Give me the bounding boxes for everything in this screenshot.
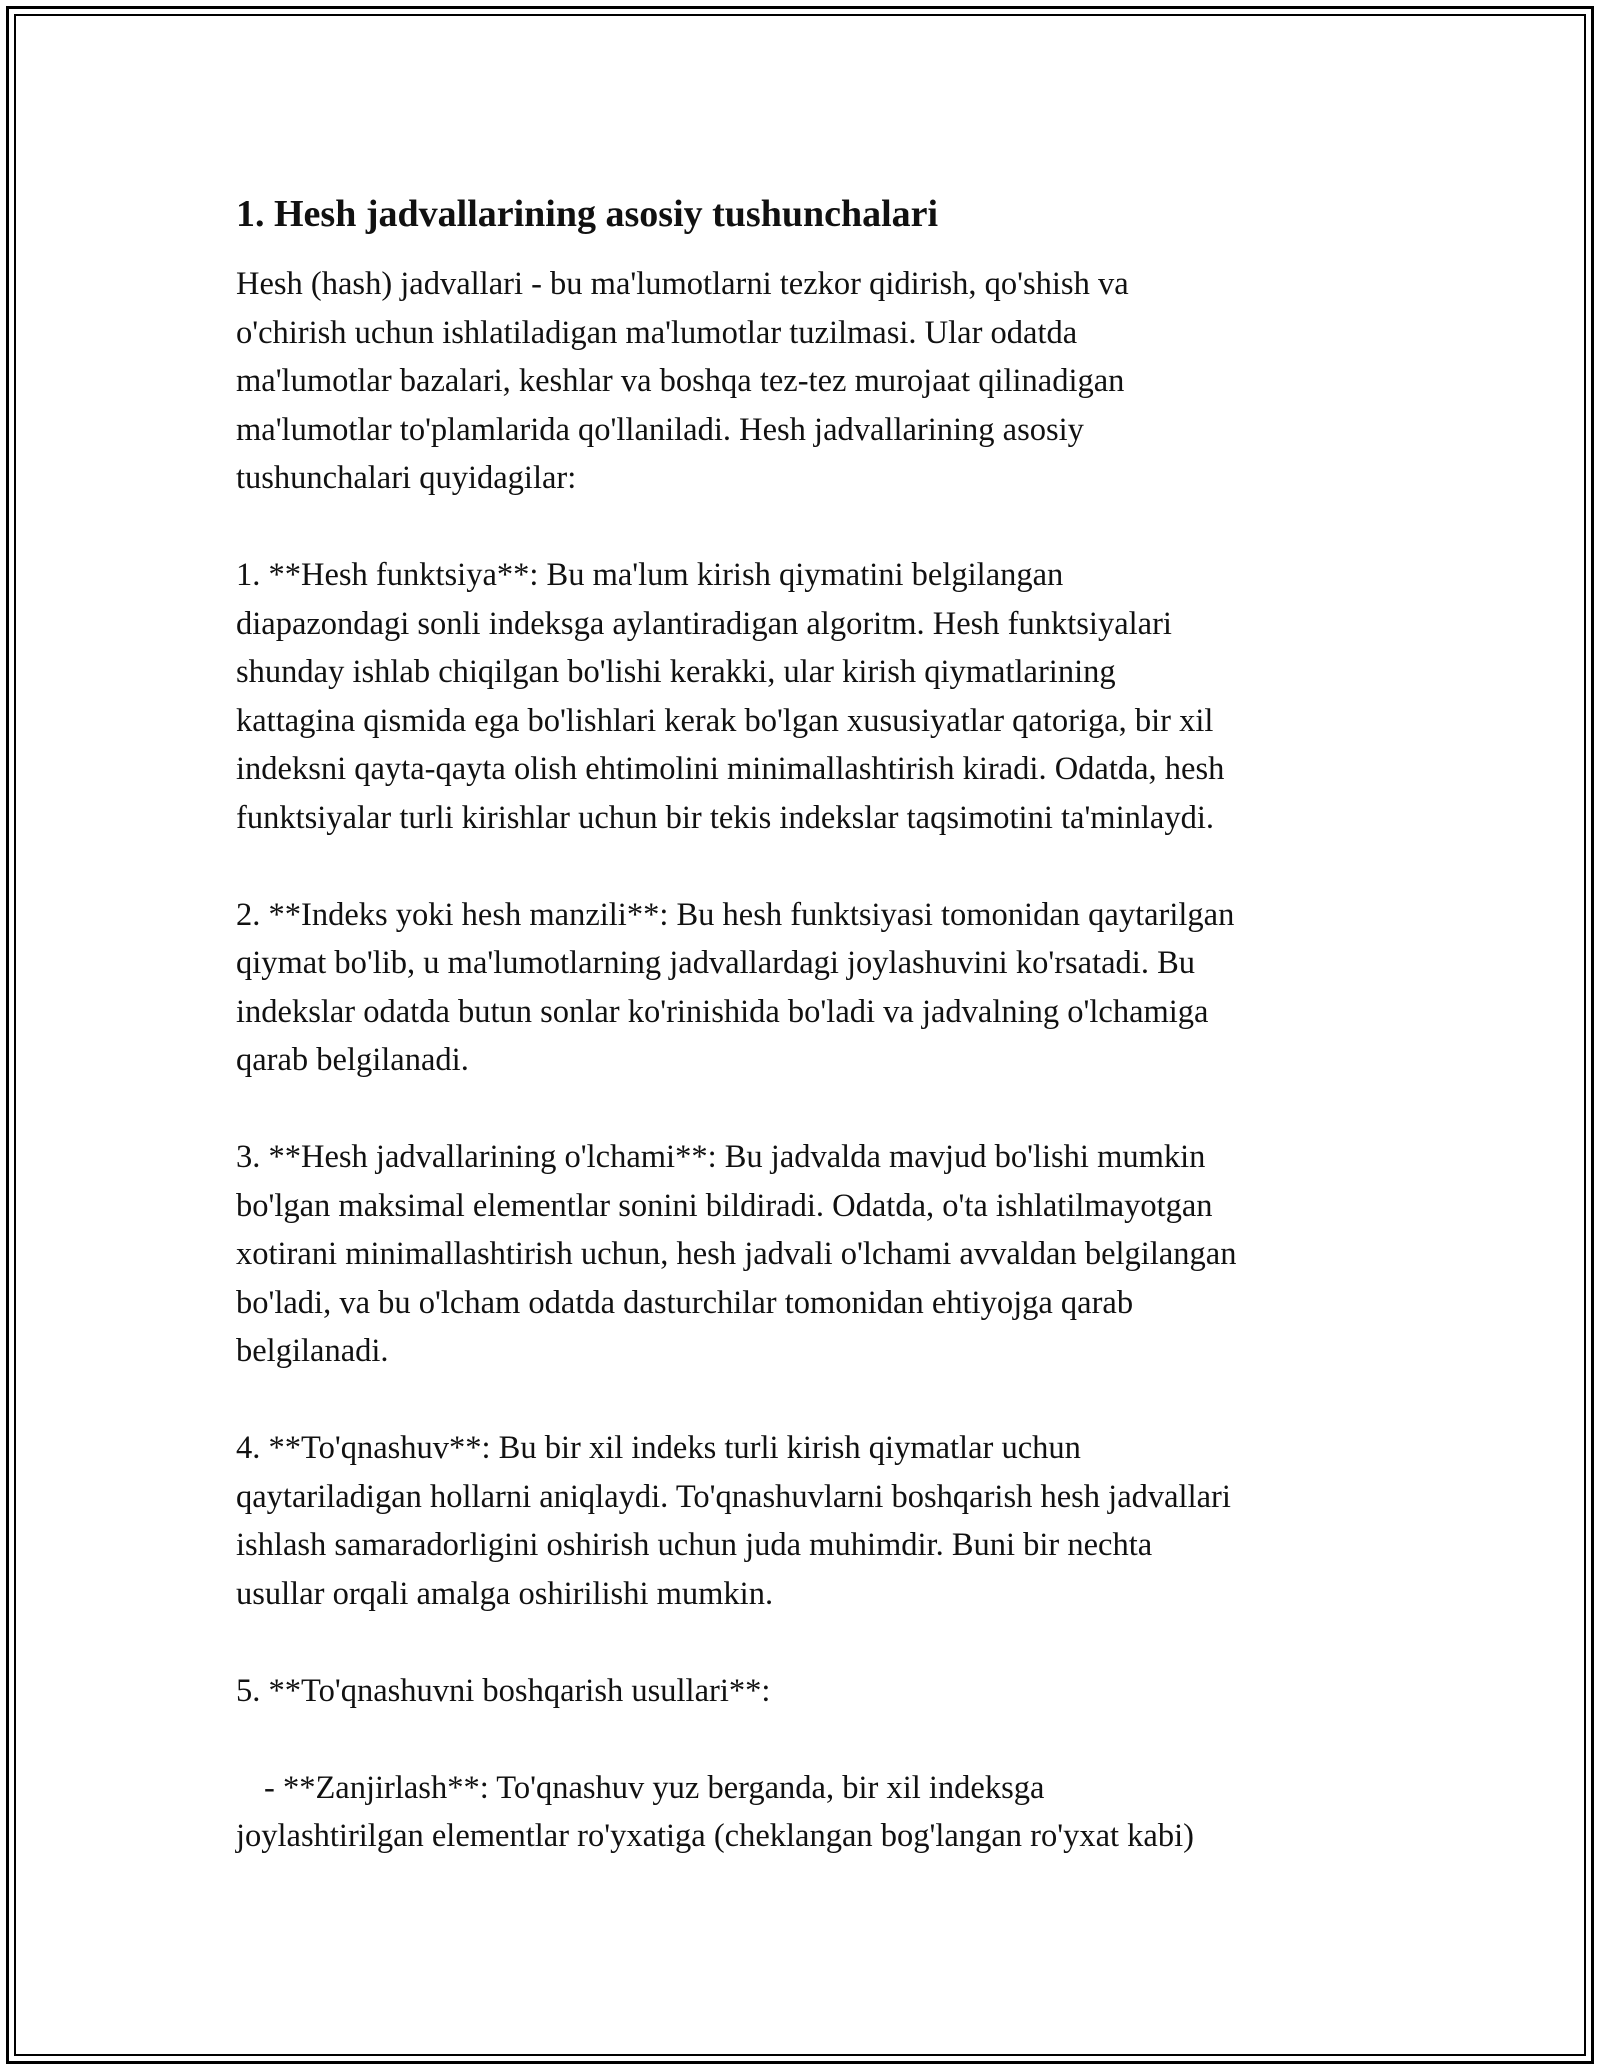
list-item-line: 3. **Hesh jadvallarining o'lchami**: Bu jadvalda mavjud bo'lishi mumkin bbox=[236, 1139, 1206, 1175]
list-item-line: belgilanadi. bbox=[236, 1333, 389, 1369]
list-item-hash-function bbox=[236, 551, 1376, 842]
section-heading: 1. Hesh jadvallarining asosiy tushunchalari bbox=[236, 193, 939, 235]
list-item-line: indekslar odatda butun sonlar ko'rinishida bo'ladi va jadvalning o'lchamiga bbox=[236, 993, 1209, 1030]
list-item-line: diapazondagi sonli indeksga aylantiradigan algoritm. Hesh funktsiyalari bbox=[236, 605, 1172, 642]
list-item-index bbox=[236, 891, 1376, 1085]
sub-item-line: joylashtirilgan elementlar ro'yxatiga (cheklangan bog'langan ro'yxat kabi) bbox=[236, 1818, 1194, 1854]
intro-line: Hesh (hash) jadvallari - bu ma'lumotlarni tezkor qidirish, qo'shish va bbox=[236, 266, 1129, 302]
list-item-line: qaytariladigan hollarni aniqlaydi. To'qnashuvlarni boshqarish hesh jadvallari bbox=[236, 1478, 1231, 1515]
sub-item-chaining bbox=[236, 1764, 1376, 1861]
list-item-line: 1. **Hesh funktsiya**: Bu ma'lum kirish qiymatini belgilangan bbox=[236, 557, 1064, 593]
list-item-line: ishlash samaradorligini oshirish uchun juda muhimdir. Buni bir nechta bbox=[236, 1527, 1153, 1563]
list-item-collision bbox=[236, 1424, 1376, 1618]
intro-line: tushunchalari quyidagilar: bbox=[236, 460, 577, 496]
list-item-line: bo'ladi, va bu o'lcham odatda dasturchilar tomonidan ehtiyojga qarab bbox=[236, 1284, 1134, 1321]
intro-line: ma'lumotlar to'plamlarida qo'llaniladi. Hesh jadvallarining asosiy bbox=[236, 411, 1084, 448]
sub-item-line: - **Zanjirlash**: To'qnashuv yuz berganda, bir xil indeksga bbox=[264, 1769, 1045, 1806]
list-item-line: 4. **To'qnashuv**: Bu bir xil indeks turli kirish qiymatlar uchun bbox=[236, 1430, 1081, 1466]
list-item-line: indeksni qayta-qayta olish ehtimolini minimallashtirish kiradi. Odatda, hesh bbox=[236, 751, 1225, 787]
list-item-line: kattagina qismida ega bo'lishlari kerak bo'lgan xususiyatlar qatoriga, bir xil bbox=[236, 702, 1214, 739]
document-body bbox=[236, 190, 1376, 1909]
list-item-line: shunday ishlab chiqilgan bo'lishi kerakki, ular kirish qiymatlarining bbox=[236, 654, 1116, 690]
list-item-line: qarab belgilanadi. bbox=[236, 1042, 469, 1078]
intro-line: ma'lumotlar bazalari, keshlar va boshqa tez-tez murojaat qilinadigan bbox=[236, 363, 1125, 399]
list-item-line: xotirani minimallashtirish uchun, hesh jadvali o'lchami avvaldan belgilangan bbox=[236, 1236, 1237, 1272]
list-item-line: bo'lgan maksimal elementlar sonini bildiradi. Odatda, o'ta ishlatilmayotgan bbox=[236, 1187, 1213, 1224]
list-item-table-size bbox=[236, 1133, 1376, 1376]
intro-line: o'chirish uchun ishlatiladigan ma'lumotlar tuzilmasi. Ular odatda bbox=[236, 314, 1078, 351]
intro-paragraph bbox=[236, 260, 1376, 503]
list-item-line: 5. **To'qnashuvni boshqarish usullari**: bbox=[236, 1672, 771, 1709]
list-item-line: usullar orqali amalga oshirilishi mumkin. bbox=[236, 1575, 774, 1612]
list-item-line: funktsiyalar turli kirishlar uchun bir tekis indekslar taqsimotini ta'minlaydi. bbox=[236, 799, 1214, 836]
list-item-line: 2. **Indeks yoki hesh manzili**: Bu hesh funktsiyasi tomonidan qaytarilgan bbox=[236, 896, 1235, 933]
list-item-line: qiymat bo'lib, u ma'lumotlarning jadvallardagi joylashuvini ko'rsatadi. Bu bbox=[236, 945, 1196, 981]
list-item-collision-methods bbox=[236, 1667, 1376, 1716]
